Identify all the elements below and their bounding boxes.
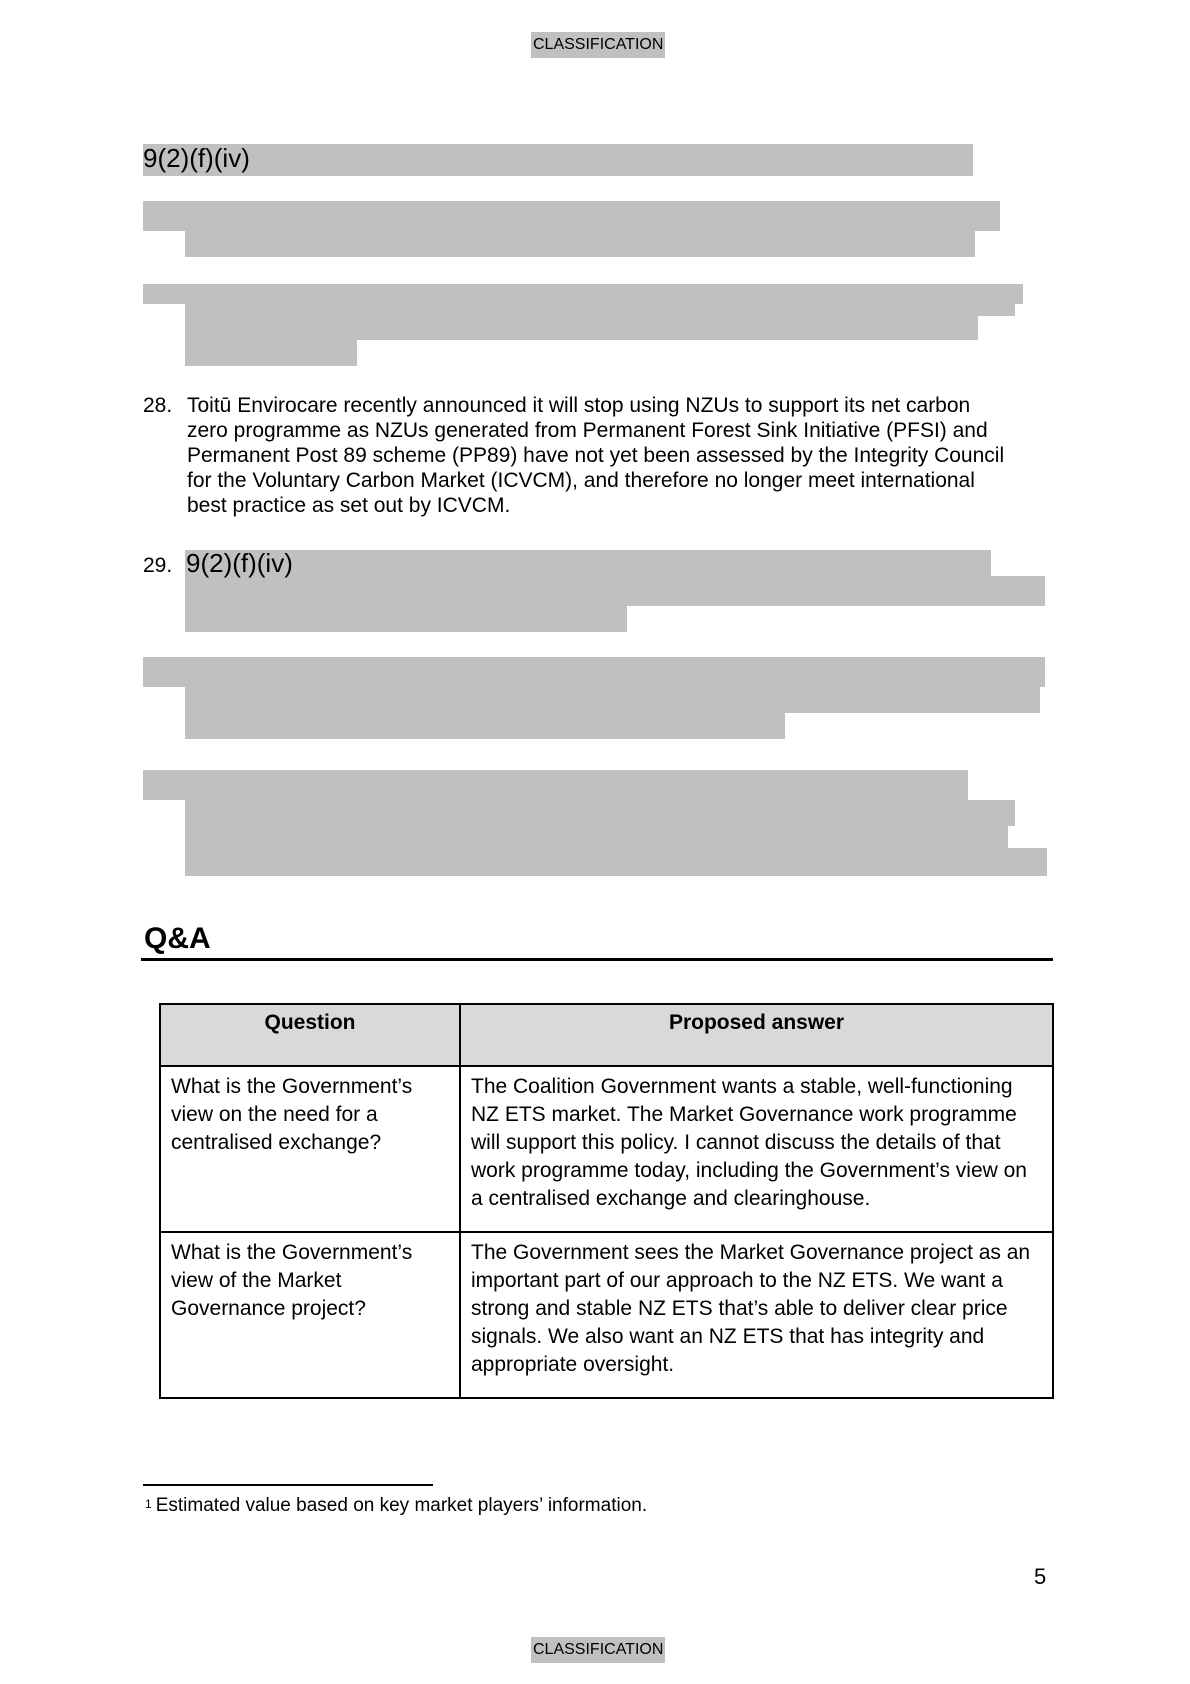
table-header-row (160, 1004, 1053, 1066)
redaction-block (143, 770, 968, 800)
redaction-block (185, 800, 1015, 826)
header-classification: CLASSIFICATION (531, 32, 665, 58)
paragraph-line: best practice as set out by ICVCM. (187, 494, 511, 517)
redaction-block (185, 848, 1047, 876)
redaction-block (185, 687, 1040, 713)
redaction-block (185, 826, 1008, 848)
column-header-answer: Proposed answer (460, 1004, 1053, 1066)
redaction-block (143, 284, 1023, 304)
redaction-block (185, 606, 627, 632)
paragraph-28-text (187, 393, 1067, 518)
redaction-block (185, 713, 785, 739)
redaction-block (185, 304, 1015, 316)
redaction-block (143, 144, 973, 176)
question-cell: What is the Government’s view of the Market Governance project? (160, 1232, 460, 1398)
table-row (160, 1232, 1053, 1398)
redaction-block (185, 231, 975, 257)
paragraph-number: 29. (143, 554, 173, 577)
redaction-block (185, 550, 991, 576)
qa-heading: Q&A (144, 922, 211, 955)
column-header-question: Question (160, 1004, 460, 1066)
footnote-rule (143, 1484, 433, 1486)
footnote (145, 1494, 647, 1518)
qa-heading-rule (141, 958, 1053, 961)
paragraph-line: for the Voluntary Carbon Market (ICVCM), and therefore no longer meet international (187, 469, 975, 492)
answer-cell: The Coalition Government wants a stable, well-functioning NZ ETS market. The Market Governance work programme will support this policy. I cannot discuss the details of that work programme today, including the Government’s view on a centralised exchange and clearinghouse. (460, 1066, 1053, 1232)
paragraph-number: 28. (143, 394, 173, 417)
footnote-text: Estimated value based on key market players’ information. (155, 1495, 648, 1516)
redaction-block (185, 576, 1045, 606)
qa-table (159, 1003, 1054, 1399)
redaction-block (143, 657, 1045, 687)
redaction-code-label: 9(2)(f)(iv) (186, 548, 293, 578)
redaction-block (185, 316, 978, 340)
redaction-code-label: 9(2)(f)(iv) (143, 143, 250, 173)
footer-classification: CLASSIFICATION (531, 1637, 665, 1663)
redaction-block (143, 201, 1000, 231)
paragraph-line: Permanent Post 89 scheme (PP89) have not yet been assessed by the Integrity Council (187, 444, 1005, 467)
paragraph-line: Toitū Envirocare recently announced it will stop using NZUs to support its net carbon (187, 394, 971, 417)
redaction-block (185, 340, 357, 366)
page-number: 5 (1034, 1564, 1047, 1589)
footnote-marker: 1 (145, 1497, 152, 1511)
paragraph-line: zero programme as NZUs generated from Permanent Forest Sink Initiative (PFSI) and (187, 419, 988, 442)
answer-cell: The Government sees the Market Governance project as an important part of our approach to the NZ ETS. We want a strong and stable NZ ETS that’s able to deliver clear price signals. We also want an NZ ETS that has integrity and appropriate oversight. (460, 1232, 1053, 1398)
question-cell: What is the Government’s view on the need for a centralised exchange? (160, 1066, 460, 1232)
table-row (160, 1066, 1053, 1232)
